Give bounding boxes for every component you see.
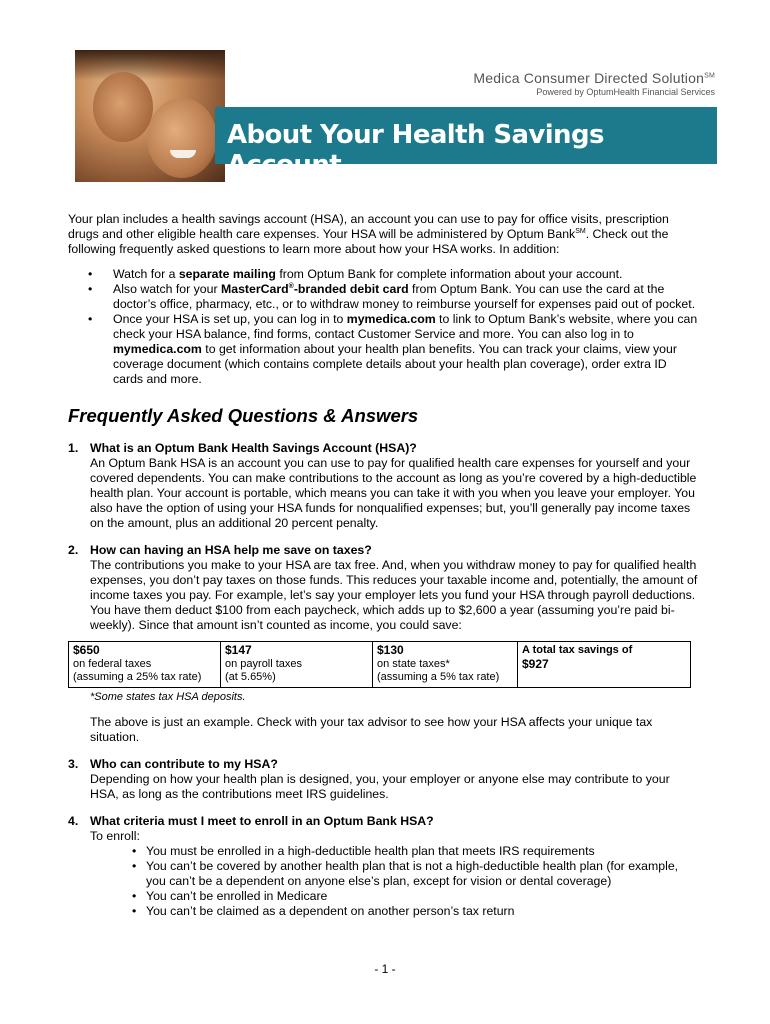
question-title: What criteria must I meet to enroll in an Optum Bank HSA?	[90, 813, 434, 828]
tax-savings-table	[68, 641, 691, 688]
answer-text: Depending on how your health plan is designed, you, your employer or anyone else may contribute to your HSA, as long as the contributions meet IRS guidelines.	[90, 771, 670, 801]
faq-item-4	[68, 814, 698, 919]
faq-item-2	[68, 543, 698, 745]
question-number: 3.	[68, 756, 79, 771]
bullet-icon: •	[88, 312, 93, 326]
family-photo	[75, 50, 225, 182]
question-title: What is an Optum Bank Health Savings Account (HSA)?	[90, 441, 417, 455]
list-item: • Also watch for your MasterCard®-branded debit card from Optum Bank. You can use the card at the doctor’s office, pharmacy, etc., or to withdraw money to reimburse yourself for expenses paid out of pocket.	[88, 282, 696, 311]
brand-name: Medica Consumer Directed Solution℠	[473, 70, 715, 86]
payroll-cell: $147 on payroll taxes (at 5.65%)	[221, 642, 373, 688]
list-item: • You can’t be covered by another health plan that is not a high-deductible health plan (for example, you can’t be a dependent on anyone else’s plan, except for vision or dental coverage)	[132, 858, 679, 888]
list-item: • Once your HSA is set up, you can log in to mymedica.com to link to Optum Bank’s website, where you can check your HSA balance, find forms, contact Customer Service and more. You can also log in to mymedica.com to get information about your health plan benefits. You can track your claims, view your coverage document (which contains complete details about your health plan coverage), order extra ID cards and more.	[88, 312, 698, 386]
answer-lead: To enroll:	[90, 828, 140, 843]
answer-followup: The above is just an example. Check with your tax advisor to see how your HSA affects your unique tax situation.	[90, 714, 653, 744]
faq-item-1	[68, 441, 698, 531]
brand-block	[473, 70, 715, 97]
list-item: • Watch for a separate mailing from Optum Bank for complete information about your account.	[88, 267, 623, 281]
table-row	[69, 642, 691, 688]
question-number: 4.	[68, 813, 79, 828]
page-number: - 1 -	[374, 962, 396, 976]
question-title: How can having an HSA help me save on taxes?	[90, 543, 372, 557]
question-number: 1.	[68, 441, 79, 455]
bullet-icon: •	[132, 888, 137, 903]
faq-item-3	[68, 757, 698, 802]
intro-bullets	[68, 267, 698, 387]
federal-cell: $650 on federal taxes (assuming a 25% tax rate)	[69, 642, 221, 688]
total-cell: A total tax savings of $927	[518, 642, 691, 688]
footnote: *Some states tax HSA deposits.	[90, 690, 246, 703]
title-banner	[215, 107, 717, 180]
answer-text: The contributions you make to your HSA are tax free. And, when you withdraw money to pay for qualified health expenses, you don’t pay taxes on those funds. This reduces your taxable income and, potentially, the amount of income taxes you pay. For example, let’s say your employer lets you fund your HSA through payroll deductions. You have them deduct $100 from each paycheck, which adds up to $2,600 a year (assuming you’re paid bi-weekly). Since that amount isn’t counted as income, you could save:	[90, 558, 698, 632]
photo-smile	[170, 150, 196, 158]
answer-text: An Optum Bank HSA is an account you can use to pay for qualified health care expenses for yourself and your covered dependents. You can make contributions to the account as long as you’re covered by a high-deductible health plan. Your account is portable, which means you can take it with you when you leave your employer. You also have the option of using your HSA funds for nonqualified expenses; but, you’ll generally pay income taxes on the amount, plus an additional 20 percent penalty.	[90, 456, 697, 530]
document-body	[68, 212, 698, 931]
bullet-icon: •	[132, 903, 137, 918]
page-header	[0, 0, 770, 185]
photo-mother-face	[147, 98, 217, 178]
page-title: About Your Health Savings Account	[227, 120, 604, 180]
brand-tagline: Powered by OptumHealth Financial Services	[536, 87, 715, 97]
state-cell: $130 on state taxes* (assuming a 5% tax rate)	[373, 642, 518, 688]
intro-paragraph: Your plan includes a health savings account (HSA), an account you can use to pay for office visits, prescription drugs and other eligible health care expenses. Your HSA will be administered by Optum Bank℠. Check out the following frequently asked questions to learn more about how your HSA works. In addition:	[68, 212, 669, 256]
faq-heading: Frequently Asked Questions & Answers	[68, 405, 419, 426]
criteria-list	[90, 844, 698, 919]
photo-hair	[75, 50, 225, 80]
list-item: • You can’t be claimed as a dependent on another person’s tax return	[132, 903, 515, 918]
question-title: Who can contribute to my HSA?	[90, 756, 278, 771]
list-item: • You can’t be enrolled in Medicare	[132, 888, 328, 903]
photo-child-face	[93, 72, 153, 142]
bullet-icon: •	[132, 858, 137, 873]
list-item: • You must be enrolled in a high-deductible health plan that meets IRS requirements	[132, 843, 595, 858]
bullet-icon: •	[88, 282, 93, 296]
question-number: 2.	[68, 543, 79, 557]
bullet-icon: •	[132, 843, 137, 858]
bullet-icon: •	[88, 267, 93, 281]
